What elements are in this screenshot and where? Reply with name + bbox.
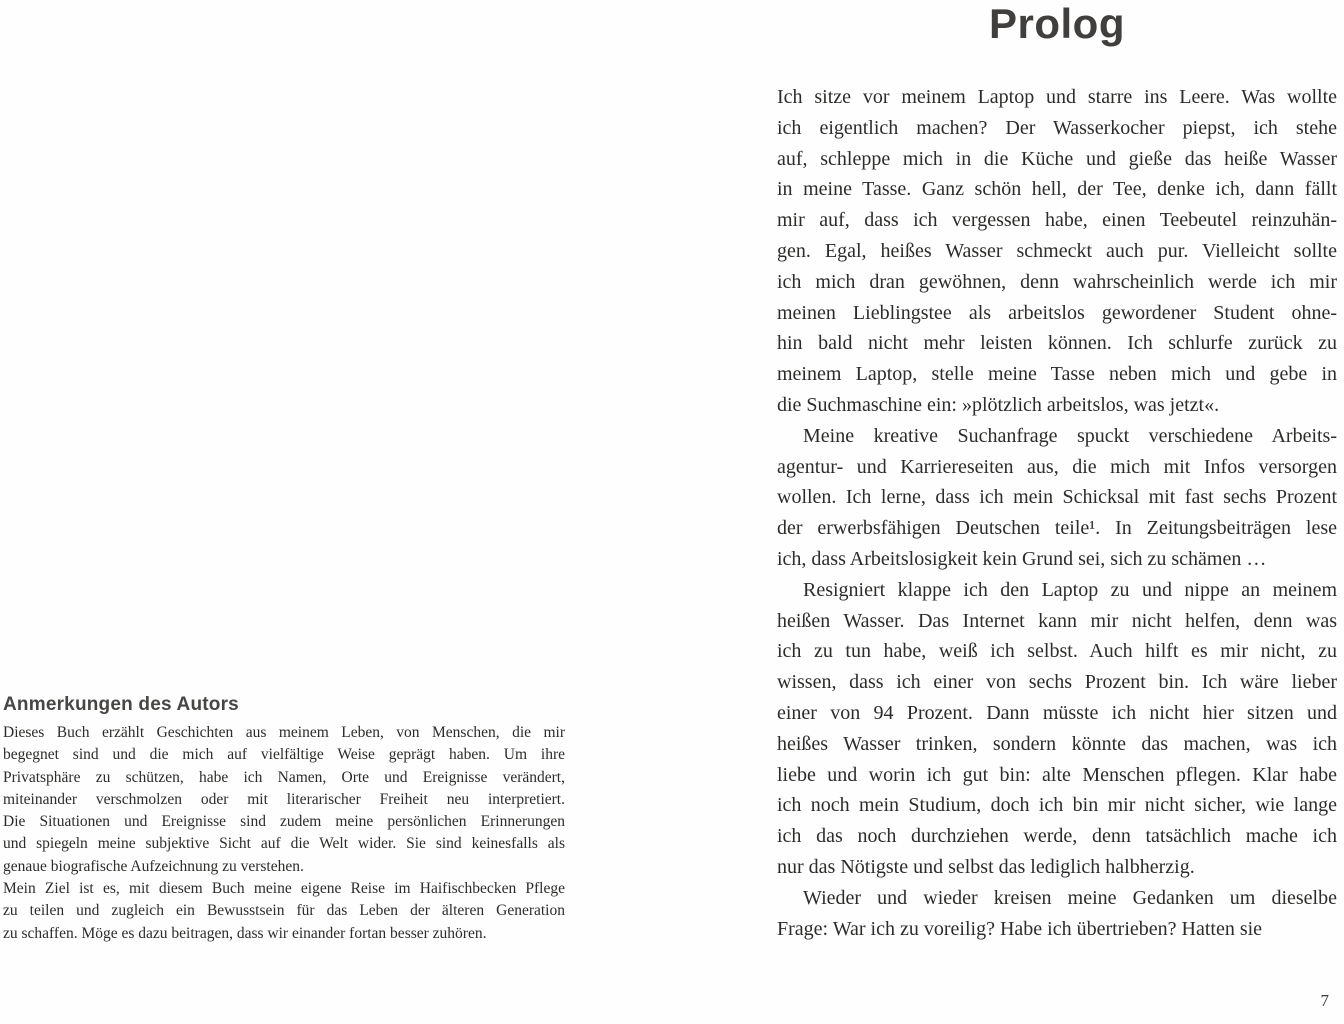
- author-note-body: [3, 722, 565, 945]
- text-line: ich mich dran gewöhnen, denn wahrscheinlich werde ich mir: [777, 270, 1337, 293]
- text-line: in meine Tasse. Ganz schön hell, der Tee, denke ich, dann fällt: [777, 178, 1337, 201]
- text-line: und spiegeln meine subjektive Sicht auf die Welt wider. Sie sind keinesfalls als: [3, 835, 565, 853]
- text-line: zu schaffen. Möge es dazu beitragen, dass wir einander fortan besser zuhören.: [3, 924, 487, 942]
- paragraph: [777, 82, 1337, 421]
- prolog-body: [777, 82, 1337, 944]
- right-page: [777, 0, 1337, 944]
- text-line: ich noch mein Studium, doch ich bin mir nicht sicher, wie lange: [777, 794, 1337, 817]
- paragraph: [777, 575, 1337, 883]
- text-line: heißen Wasser. Das Internet kann mir nicht helfen, denn was: [777, 609, 1337, 632]
- text-line: auf, schleppe mich in die Küche und gieße das heiße Wasser: [777, 147, 1337, 170]
- text-line: Mein Ziel ist es, mit diesem Buch meine eigene Reise im Haifischbecken Pflege: [3, 880, 565, 898]
- text-line: wissen, dass ich einer von sechs Prozent bin. Ich wäre lieber: [777, 671, 1337, 694]
- paragraph: [3, 878, 565, 945]
- text-line: ich zu tun habe, weiß ich selbst. Auch hilft es mir nicht, zu: [777, 640, 1337, 663]
- text-line: mir auf, dass ich vergessen habe, einen Teebeutel reinzuhän-: [777, 209, 1337, 232]
- text-line: nur das Nötigste und selbst das lediglich halbherzig.: [777, 855, 1195, 878]
- text-line: agentur- und Karriereseiten aus, die mich mit Infos versorgen: [777, 455, 1337, 478]
- text-line: liebe und worin ich gut bin: alte Menschen pflegen. Klar habe: [777, 763, 1337, 786]
- prolog-heading: Prolog: [989, 0, 1125, 47]
- page-number: 7: [1320, 991, 1329, 1010]
- text-line: ich das noch durchziehen werde, denn tatsächlich mache ich: [777, 825, 1337, 848]
- text-line: meinem Laptop, stelle meine Tasse neben mich und gebe in: [777, 363, 1337, 386]
- text-line: zu teilen und zugleich ein Bewusstsein für das Leben der älteren Generation: [3, 902, 565, 920]
- text-line: Ich sitze vor meinem Laptop und starre ins Leere. Was wollte: [777, 86, 1337, 108]
- text-line: meinen Lieblingstee als arbeitslos gewordener Student ohne-: [777, 301, 1337, 324]
- text-line: Meine kreative Suchanfrage spuckt verschiedene Arbeits-: [803, 424, 1337, 447]
- left-page: [3, 693, 565, 945]
- paragraph: [777, 883, 1337, 945]
- text-line: Frage: War ich zu voreilig? Habe ich übertrieben? Hatten sie: [777, 917, 1263, 940]
- text-line: begegnet sind und die mich auf vielfältige Weise geprägt haben. Um ihre: [3, 746, 565, 764]
- text-line: genaue biografische Aufzeichnung zu verstehen.: [3, 857, 304, 875]
- paragraph: [777, 421, 1337, 575]
- text-line: Wieder und wieder kreisen meine Gedanken um dieselbe: [803, 886, 1337, 909]
- text-line: wollen. Ich lerne, dass ich mein Schicksal mit fast sechs Prozent: [777, 486, 1337, 509]
- text-line: Privatsphäre zu schützen, habe ich Namen, Orte und Ereignisse verändert,: [3, 768, 565, 786]
- text-line: miteinander verschmolzen oder mit literarischer Freiheit neu interpretiert.: [3, 790, 565, 808]
- text-line: ich, dass Arbeitslosigkeit kein Grund sei, sich zu schämen …: [777, 547, 1267, 570]
- text-line: gen. Egal, heißes Wasser schmeckt auch pur. Vielleicht sollte: [777, 239, 1337, 262]
- text-line: hin bald nicht mehr leisten können. Ich schlurfe zurück zu: [777, 332, 1337, 355]
- text-line: Dieses Buch erzählt Geschichten aus meinem Leben, von Menschen, die mir: [3, 724, 565, 741]
- text-line: einer von 94 Prozent. Dann müsste ich nicht hier sitzen und: [777, 701, 1337, 724]
- text-line: ich eigentlich machen? Der Wasserkocher piepst, ich stehe: [777, 116, 1337, 139]
- text-line: Resigniert klappe ich den Laptop zu und nippe an meinem: [803, 578, 1337, 601]
- author-note-heading: Anmerkungen des Autors: [3, 694, 239, 715]
- text-line: heißes Wasser trinken, sondern könnte das machen, was ich: [777, 732, 1337, 755]
- text-line: die Suchmaschine ein: »plötzlich arbeitslos, was jetzt«.: [777, 393, 1220, 416]
- text-line: der erwerbsfähigen Deutschen teile¹. In Zeitungsbeiträgen lese: [777, 517, 1337, 540]
- text-line: Die Situationen und Ereignisse sind zudem meine persönlichen Erinnerungen: [3, 813, 565, 831]
- paragraph: [3, 722, 565, 878]
